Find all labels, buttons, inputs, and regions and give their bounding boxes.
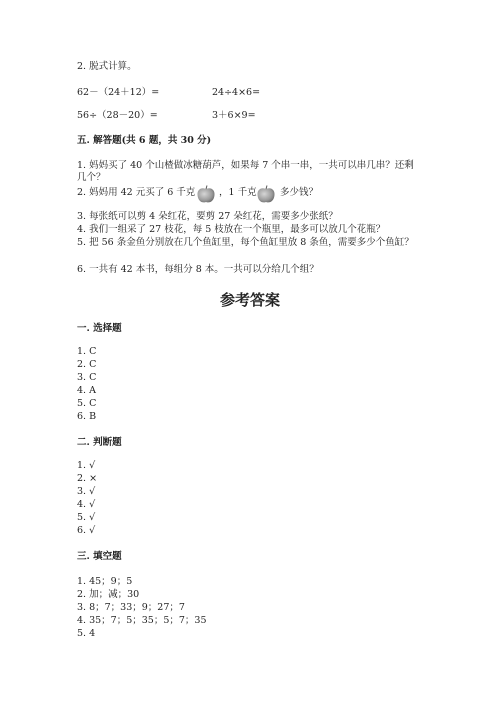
answer-item: 1. √ (77, 460, 96, 471)
expression-1: 62－（24＋12）= (77, 87, 160, 98)
apple-icon (196, 185, 216, 204)
answer-item: 2. C (77, 359, 97, 370)
answer-item: 6. B (77, 411, 97, 422)
answer-item: 1. C (77, 346, 97, 357)
answer-item: 5. 4 (77, 628, 96, 639)
problem-2-part-a: 2. 妈妈用 42 元买了 6 千克 (77, 187, 196, 198)
answer-item: 4. 35；7；5；35；5；7；35 (77, 615, 207, 626)
problem-5: 5. 把 56 条金鱼分别放在几个鱼缸里，每个鱼缸里放 8 条鱼，需要多少个鱼缸？ (77, 237, 414, 248)
section-5-heading: 五. 解答题(共 6 题，共 30 分) (77, 135, 212, 146)
answer-item: 5. √ (77, 512, 96, 523)
problem-2-part-c: 多少钱？ (280, 187, 319, 198)
answer-item: 5. C (77, 398, 97, 409)
problem-6: 6. 一共有 42 本书，每组分 8 本。一共可以分给几个组？ (77, 264, 319, 275)
answers-section-3-heading: 三. 填空题 (77, 551, 122, 562)
answer-item: 6. √ (77, 525, 96, 536)
answer-item: 3. C (77, 372, 97, 383)
expression-3: 56÷（28－20）= (77, 110, 158, 121)
answers-title: 参考答案 (219, 291, 280, 309)
answer-item: 4. √ (77, 499, 96, 510)
problem-3: 3. 每张纸可以剪 4 朵红花，要剪 27 朵红花，需要多少张纸？ (77, 211, 338, 222)
problem-4: 4. 我们一组采了 27 枝花，每 5 枝放在一个瓶里，最多可以放几个花瓶？ (77, 224, 386, 235)
problem-2-part-b: ，1 千克 (219, 187, 257, 198)
answers-section-2-heading: 二. 判断题 (77, 437, 122, 448)
answer-item: 4. A (77, 385, 96, 396)
apple-icon (256, 185, 276, 204)
answers-section-1-heading: 一. 选择题 (77, 323, 122, 334)
answer-item: 1. 45；9；5 (77, 576, 133, 587)
answer-item: 3. √ (77, 486, 96, 497)
problem-1-line-1: 1. 妈妈买了 40 个山楂做冰糖葫芦，如果每 7 个串一串，一共可以串几串？还剩 (77, 160, 414, 171)
expression-4: 3＋6×9= (212, 110, 256, 121)
answer-item: 2. × (77, 473, 98, 484)
question-2-heading: 2. 脱式计算。 (77, 61, 137, 72)
answer-item: 2. 加；减；30 (77, 589, 140, 600)
expression-2: 24÷4×6= (212, 87, 261, 98)
problem-1-line-2: 几个？ (77, 172, 106, 183)
answer-item: 3. 8；7；33；9；27；7 (77, 602, 185, 613)
